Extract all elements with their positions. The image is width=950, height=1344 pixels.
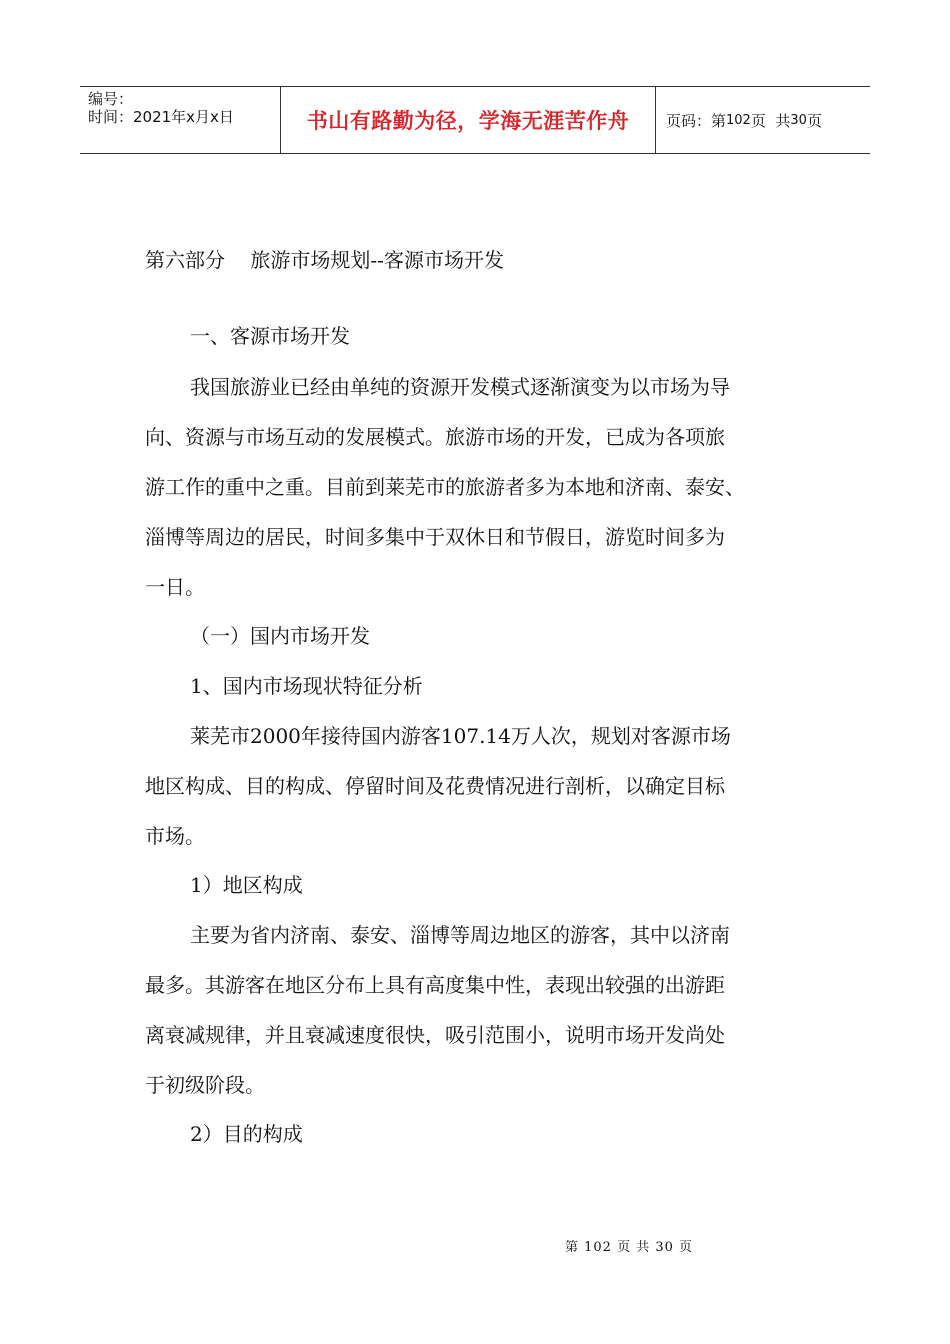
paragraph-line: 地区构成、目的构成、停留时间及花费情况进行剖析，以确定目标 — [145, 774, 725, 798]
heading-3: 1、国内市场现状特征分析 — [190, 674, 423, 698]
paragraph-line: 一日。 — [145, 575, 205, 599]
paragraph-line: 我国旅游业已经由单纯的资源开发模式逐渐演变为以市场为导 — [190, 375, 730, 399]
paragraph-line: 主要为省内济南、泰安、淄博等周边地区的游客，其中以济南 — [190, 923, 730, 947]
page-mid: 页 共 — [750, 111, 791, 130]
heading-1: 一、客源市场开发 — [190, 324, 350, 348]
heading-2: （一）国内市场开发 — [190, 624, 370, 648]
document-number-label: 编号： — [88, 90, 134, 108]
paragraph-line: 莱芜市2000年接待国内游客107.14万人次，规划对客源市场 — [190, 724, 731, 748]
paragraph-line: 淄博等周边的居民，时间多集中于双休日和节假日，游览时间多为 — [145, 525, 725, 549]
paragraph-line: 于初级阶段。 — [145, 1073, 265, 1097]
paragraph-line: 向、资源与市场互动的发展模式。旅游市场的开发，已成为各项旅 — [145, 425, 725, 449]
paragraph-line: 游工作的重中之重。目前到莱芜市的旅游者多为本地和济南、泰安、 — [145, 475, 745, 499]
page-total: 30 — [790, 112, 807, 128]
page-number: 102 — [726, 112, 751, 128]
heading-5: 2）目的构成 — [190, 1122, 303, 1146]
section-title: 第六部分 旅游市场规划--客源市场开发 — [145, 248, 504, 272]
heading-4: 1）地区构成 — [190, 873, 303, 897]
paragraph-line: 最多。其游客在地区分布上具有高度集中性，表现出较强的出游距 — [145, 973, 725, 997]
header-motto: 书山有路勤为径，学海无涯苦作舟 — [281, 87, 656, 153]
paragraph-line: 市场。 — [145, 824, 205, 848]
page-suffix: 页 — [806, 111, 822, 130]
page-prefix: 页码：第 — [666, 111, 727, 130]
paragraph-line: 离衰减规律，并且衰减速度很快，吸引范围小，说明市场开发尚处 — [145, 1023, 725, 1047]
document-date-label: 时间：2021年x月x日 — [88, 108, 234, 126]
page-footer: 第 102 页 共 30 页 — [565, 1240, 694, 1255]
